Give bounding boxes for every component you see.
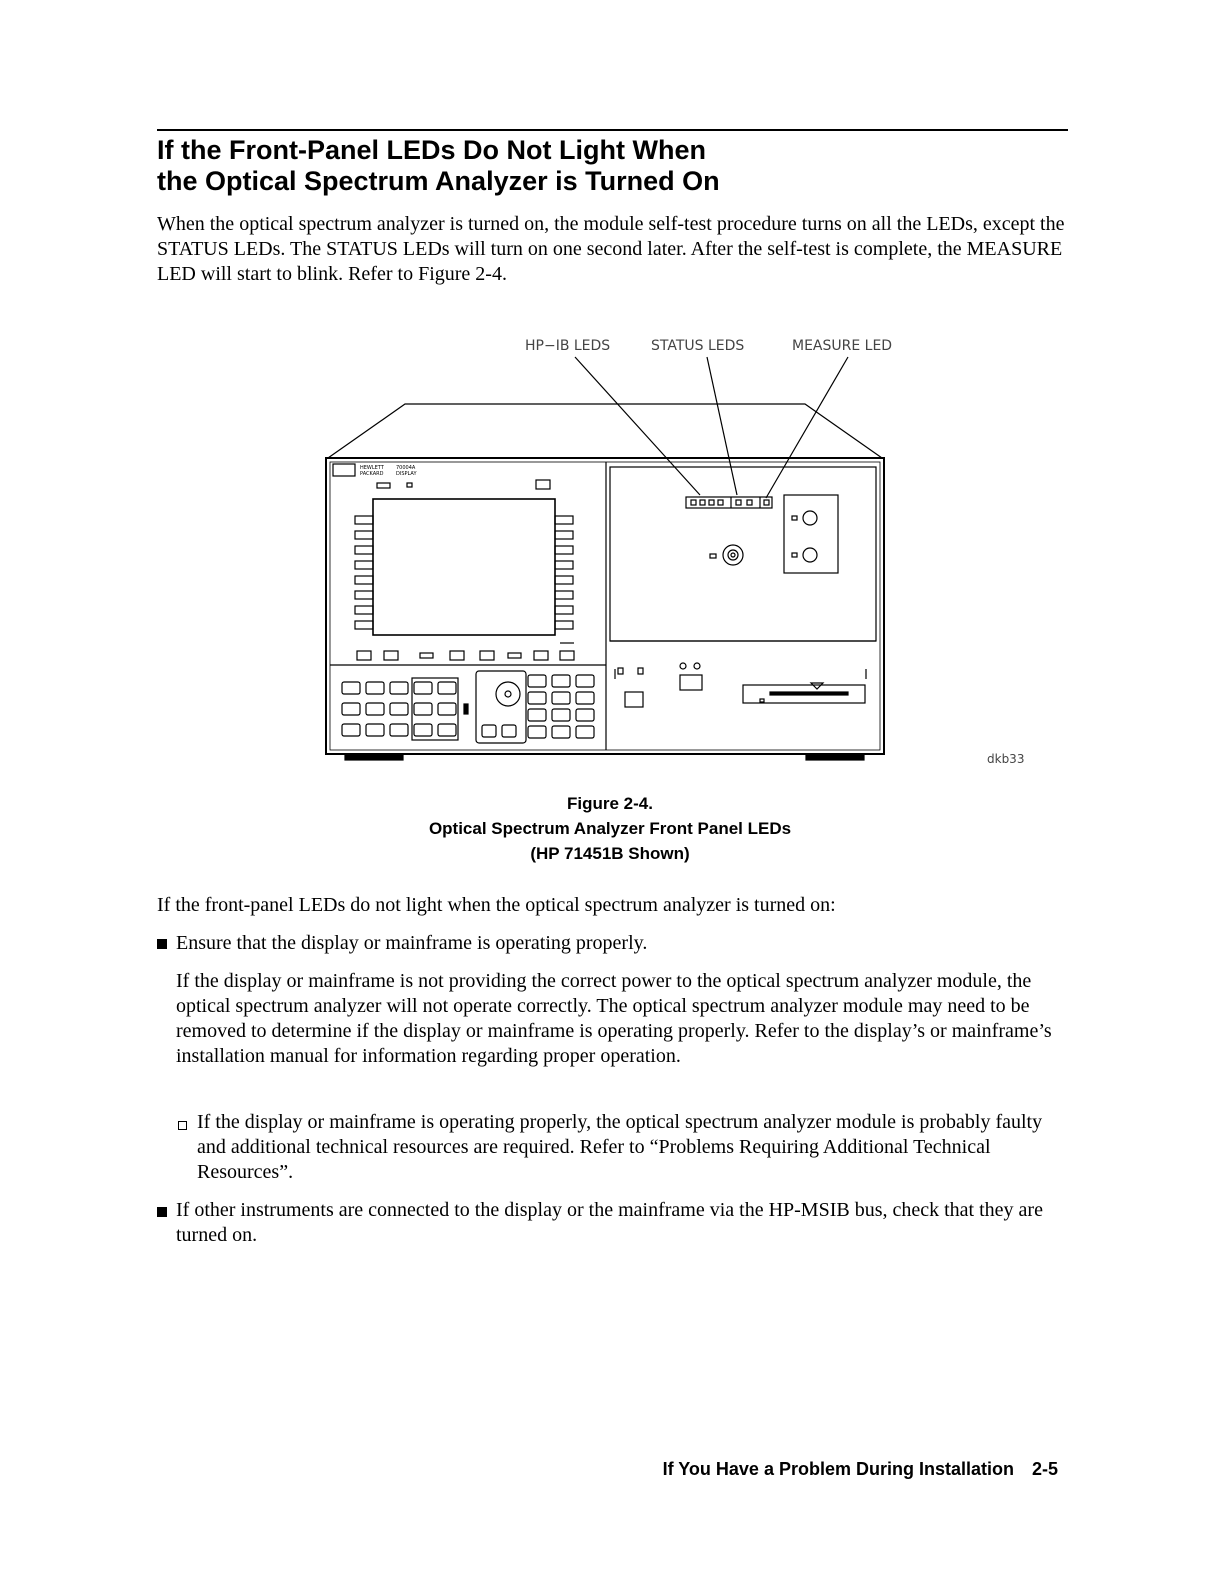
step-keys xyxy=(528,675,594,738)
bullet-2-text: If other instruments are connected to the display or the mainframe via the HP-MSIB bus, check that they are turned on. xyxy=(176,1199,1043,1246)
status-led-2 xyxy=(747,500,752,505)
leader-measure xyxy=(766,357,848,498)
leader-hpib xyxy=(575,357,700,495)
callout-hpib-leds: HP−IB LEDS xyxy=(525,338,611,354)
brand-line-1: HEWLETT xyxy=(360,465,384,471)
bullet-1-text: Ensure that the display or mainframe is operating properly. xyxy=(176,932,648,954)
hpib-led-4 xyxy=(718,500,723,505)
sub-bullet-text: If the display or mainframe is operating properly, the optical spectrum analyzer module is probably faulty and additional technical resources are required. Refer to “Problems Requiring Additional Technical Resources”. xyxy=(197,1111,1043,1183)
intro-paragraph: When the optical spectrum analyzer is turned on, the module self-test procedure turns on all the LEDs, except the STATUS LEDs. The STATUS LEDs will turn on one second later. After the self-test is complete, the MEASURE LED will start to blink. Refer to Figure 2-4. xyxy=(157,213,1065,285)
knob-area xyxy=(476,671,526,743)
top-rule xyxy=(157,129,1068,131)
caption-figure-number: Figure 2-4. xyxy=(567,794,653,813)
display-keypad xyxy=(342,678,468,740)
callout-measure-led: MEASURE LED xyxy=(792,338,893,354)
optical-input-connector xyxy=(723,545,743,565)
heading-line-2: the Optical Spectrum Analyzer is Turned On xyxy=(157,166,720,196)
network-port xyxy=(680,675,702,690)
instrument-frame xyxy=(326,458,884,754)
front-panel-figure xyxy=(170,330,1065,780)
section-heading xyxy=(157,135,720,197)
aux-port xyxy=(625,692,643,707)
model-line-2: DISPLAY xyxy=(396,471,417,477)
right-foot xyxy=(806,754,864,760)
checkbox-marker xyxy=(178,1121,187,1130)
caption-model: (HP 71451B Shown) xyxy=(530,844,690,863)
rotary-knob xyxy=(496,682,520,706)
brand-line-2: PACKARD xyxy=(360,471,384,477)
front-panel-drawing xyxy=(170,330,1065,780)
display-screen xyxy=(373,499,555,635)
right-softkeys xyxy=(555,516,573,629)
heading-line-1: If the Front-Panel LEDs Do Not Light When xyxy=(157,135,706,165)
hpib-led-2 xyxy=(700,500,705,505)
model-line-1: 70004A xyxy=(396,465,416,471)
left-foot xyxy=(345,754,403,760)
caption-title: Optical Spectrum Analyzer Front Panel LEDs xyxy=(428,819,792,838)
status-led-1 xyxy=(736,500,741,505)
measure-led xyxy=(764,500,769,505)
footer-section-title: If You Have a Problem During Installation xyxy=(662,1459,1014,1479)
page-number: 2-5 xyxy=(1031,1459,1058,1479)
led-strip xyxy=(686,497,772,508)
bullet-1-detail: If the display or mainframe is not providing the correct power to the optical spectrum analyzer module, the optical spectrum analyzer will not operate correctly. The optical spectrum analyzer module may need to be removed to determine if the display or mainframe is operating properly. Refer to the display’s or mainframe’s installation manual for information regarding proper operation. xyxy=(176,970,1052,1067)
lead-paragraph: If the front-panel LEDs do not light when the optical spectrum analyzer is turned on: xyxy=(157,894,836,916)
bullet-marker xyxy=(157,1207,167,1217)
instrument-top xyxy=(328,404,882,458)
page-footer xyxy=(560,1458,1058,1480)
display-bottom-keys xyxy=(357,643,574,660)
port-block xyxy=(784,495,838,573)
callout-status-leds: STATUS LEDS xyxy=(651,338,745,354)
hp-logo xyxy=(333,464,355,476)
leader-status xyxy=(707,357,737,495)
hpib-led-1 xyxy=(691,500,696,505)
hpib-led-3 xyxy=(709,500,714,505)
bullet-marker xyxy=(157,939,167,949)
left-softkeys xyxy=(355,516,373,629)
figure-caption xyxy=(300,791,920,866)
drawing-id: dkb33 xyxy=(987,752,1025,766)
